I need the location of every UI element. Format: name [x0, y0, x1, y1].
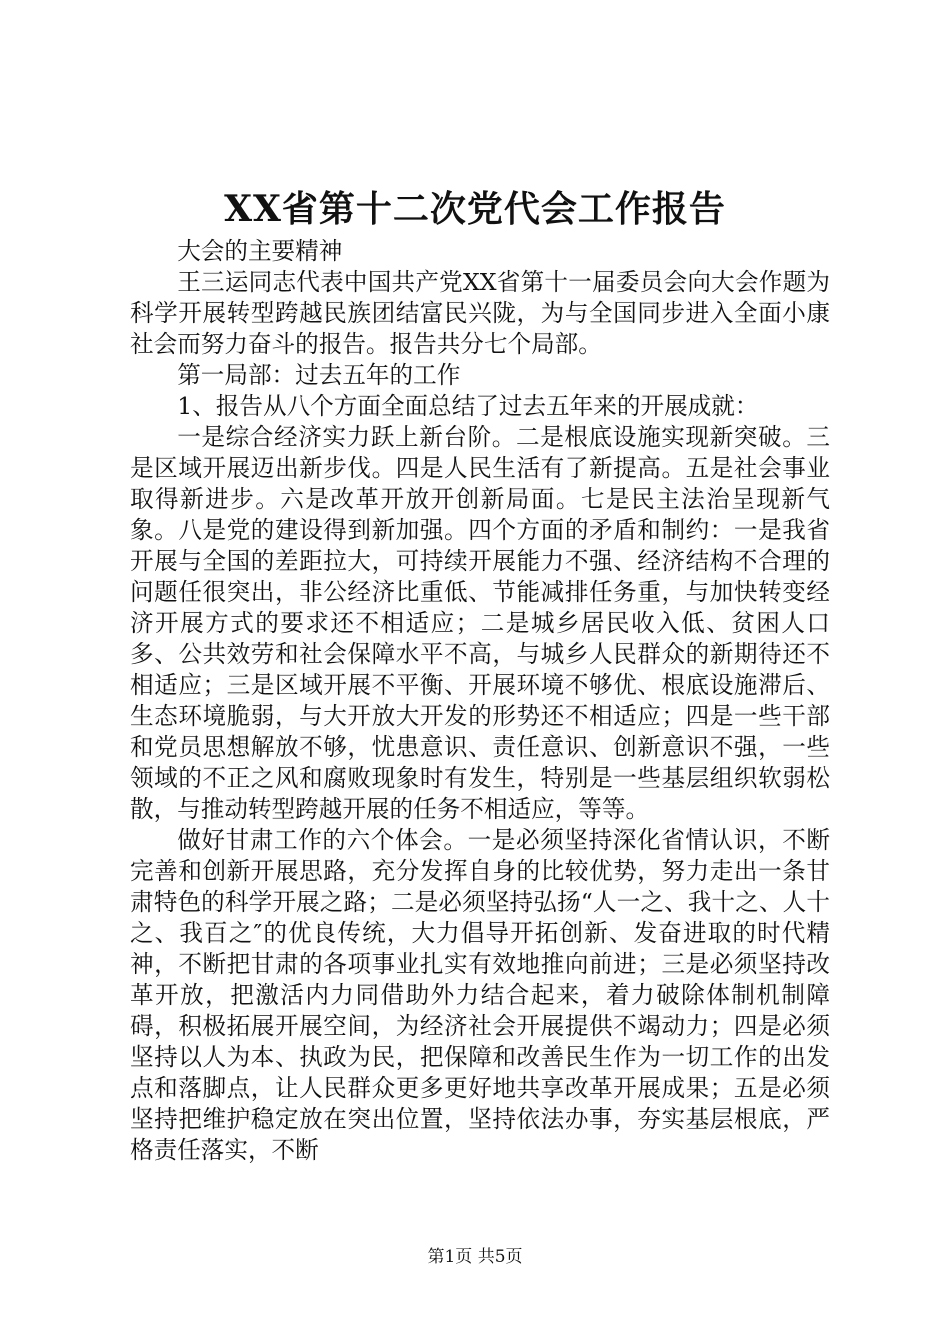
- paragraph-achievements: 一是综合经济实力跃上新台阶。二是根底设施实现新突破。三是区域开展迈出新步伐。四是人民生活有了新提高。五是社会事业取得新进步。六是改革开放开创新局面。七是民主法治呈现新气象。八是党的建设得到新加强。四个方面的矛盾和制约：一是我省开展与全国的差距拉大，可持续开展能力不强、经济结构不合理的问题任很突出，非公经济比重低、节能减排任务重，与加快转变经济开展方式的要求还不相适应；二是城乡居民收入低、贫困人口多、公共效劳和社会保障水平不高，与城乡人民群众的新期待还不相适应；三是区域开展不平衡、开展环境不够优、根底设施滞后、生态环境脆弱，与大开放大开发的形势还不相适应；四是一些干部和党员思想解放不够，忧患意识、责任意识、创新意识不强，一些领域的不正之风和腐败现象时有发生，特别是一些基层组织软弱松散，与推动转型跨越开展的任务不相适应，等等。: [130, 423, 830, 823]
- document-body: [130, 236, 830, 1166]
- paragraph-intro: 王三运同志代表中国共产党XX省第十一届委员会向大会作题为科学开展转型跨越民族团结富民兴陇，为与全国同步进入全面小康社会而努力奋斗的报告。报告共分七个局部。: [130, 268, 830, 358]
- paragraph-part-one-heading: 第一局部：过去五年的工作: [177, 361, 461, 389]
- paragraph-six-lessons: 做好甘肃工作的六个体会。一是必须坚持深化省情认识，不断完善和创新开展思路，充分发挥自身的比较优势，努力走出一条甘肃特色的科学开展之路；二是必须坚持弘扬“人一之、我十之、人十之、我百之″的优良传统，大力倡导开拓创新、发奋进取的时代精神，不断把甘肃的各项事业扎实有效地推向前进；三是必须坚持改革开放，把激活内力同借助外力结合起来，着力破除体制机制障碍，积极拓展开展空间，为经济社会开展提供不竭动力；四是必须坚持以人为本、执政为民，把保障和改善民生作为一切工作的出发点和落脚点，让人民群众更多更好地共享改革开展成果；五是必须坚持把维护稳定放在突出位置，坚持依法办事，夯实基层根底，严格责任落实，不断: [130, 826, 830, 1164]
- page-number-footer: 第1页 共5页: [427, 1247, 523, 1267]
- paragraph-main-spirit: 大会的主要精神: [177, 237, 343, 265]
- document-title: XX省第十二次党代会工作报告: [224, 188, 726, 230]
- paragraph-item-one: 1、报告从八个方面全面总结了过去五年来的开展成就：: [177, 392, 759, 420]
